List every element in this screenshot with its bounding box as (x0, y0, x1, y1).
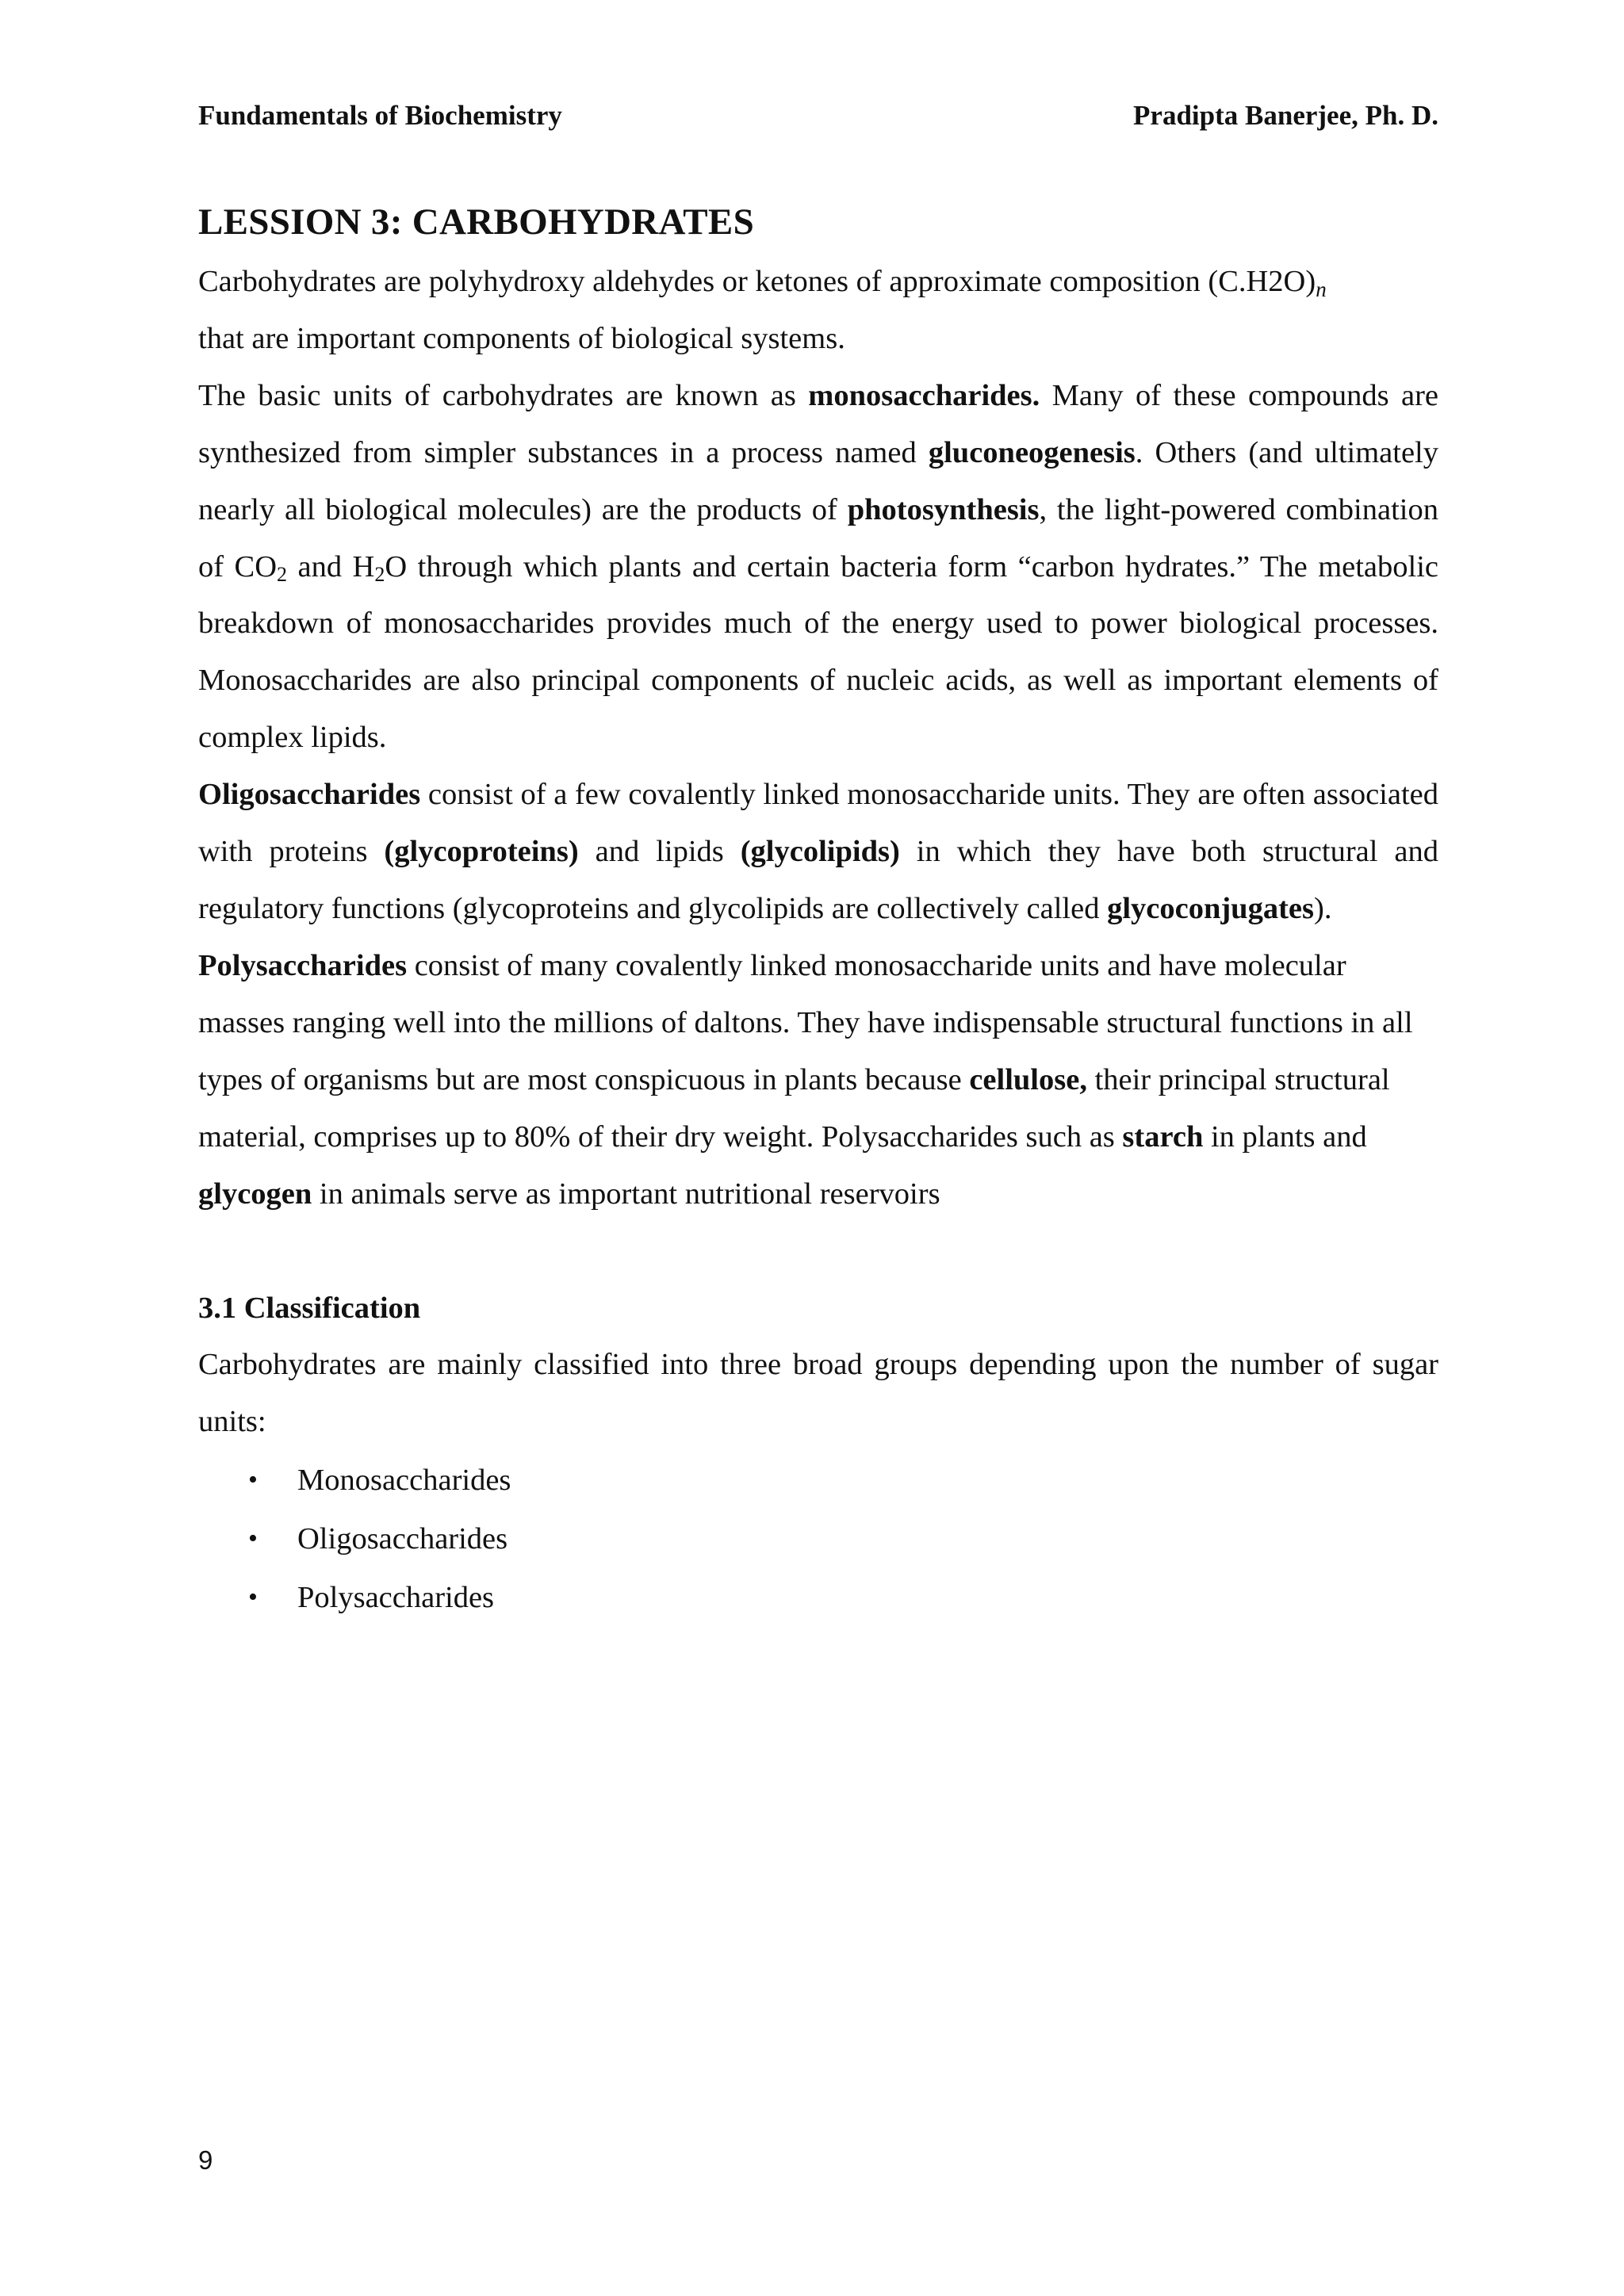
text-run: . Others (and ultimately nearly all biological molecules) are the products of (198, 435, 1438, 526)
header-book-title: Fundamentals of Biochemistry (198, 100, 562, 131)
term-glycoproteins: (glycoproteins) (384, 835, 579, 869)
intro-subscript: n (1316, 277, 1327, 301)
h2o-subscript: 2 (374, 562, 385, 586)
text-run: ). (1314, 891, 1332, 925)
polysaccharides-paragraph (198, 938, 1438, 1223)
list-item (198, 1568, 1438, 1627)
bullet-icon: • (248, 1465, 258, 1495)
term-glycoconjugates: glycoconjugates (1107, 891, 1314, 925)
classification-list (198, 1451, 1438, 1627)
header-author: Pradipta Banerjee, Ph. D. (1133, 100, 1438, 131)
bullet-icon: • (248, 1524, 258, 1554)
text-run: in animals serve as important nutritional reservoirs (312, 1177, 940, 1211)
list-item-label: Polysaccharides (297, 1581, 495, 1615)
list-item-label: Monosaccharides (297, 1464, 511, 1498)
monosaccharides-paragraph (198, 368, 1438, 767)
text-run: their principal structural material, comprises up to 80% of their dry weight. Polysaccharides such as (198, 1062, 1390, 1154)
co2-subscript: 2 (277, 562, 288, 586)
bullet-icon: • (248, 1582, 258, 1613)
term-glycogen: glycogen (198, 1177, 312, 1211)
text-run: Many of these compounds are synthesized from simpler substances in a process named (198, 378, 1439, 469)
intro-paragraph (198, 254, 1438, 368)
lesson-title: LESSION 3: CARBOHYDRATES (198, 201, 755, 243)
text-run: consist of many covalently linked monosaccharide units and have molecular masses ranging well into the millions of daltons. They have indispensable structural functions in all types of organisms but are most conspicuous in plants because (198, 948, 1413, 1096)
section-heading-classification: 3.1 Classification (198, 1292, 421, 1326)
term-oligosaccharides: Oligosaccharides (198, 778, 421, 812)
intro-text-end: that are important components of biological systems. (198, 321, 845, 355)
text-run: and H (287, 549, 375, 584)
classification-intro: Carbohydrates are mainly classified into three broad groups depending upon the number of sugar units: (198, 1348, 1438, 1439)
term-photosynthesis: photosynthesis (847, 492, 1040, 526)
text-run: O through which plants and certain bacteria form “carbon hydrates.” The metabolic breakdown of monosaccharides provides much of the energy used to power biological processes. Monosaccharides are also principal components of nucleic acids, as well as important elements of complex lipids. (198, 549, 1438, 755)
oligosaccharides-paragraph (198, 767, 1438, 938)
list-item (198, 1510, 1438, 1568)
term-cellulose: cellulose, (969, 1062, 1087, 1096)
text-run: in plants and (1203, 1119, 1367, 1154)
list-item-label: Oligosaccharides (297, 1522, 508, 1556)
term-gluconeogenesis: gluconeogenesis (928, 435, 1136, 469)
list-item (198, 1451, 1438, 1510)
page-number: 9 (198, 2145, 213, 2175)
running-header (198, 95, 1438, 136)
section-spacer (198, 1223, 1438, 1280)
intro-text: Carbohydrates are polyhydroxy aldehydes or ketones of approximate composition (C.H2O) (198, 265, 1316, 298)
term-monosaccharides: monosaccharides. (808, 378, 1040, 412)
page-content (198, 190, 1438, 1627)
term-glycolipids: (glycolipids) (740, 835, 900, 869)
text-run: in which they have both structural and regulatory functions (glycoproteins and glycolipids are collectively called (198, 835, 1439, 925)
text-run: consist of a few covalently linked monosaccharide units. They are often associated with proteins (198, 778, 1438, 869)
term-polysaccharides: Polysaccharides (198, 948, 408, 982)
text-run: The basic units of carbohydrates are known as (198, 378, 809, 412)
text-run: and lipids (578, 835, 741, 869)
term-starch: starch (1122, 1119, 1204, 1154)
text-run: , the light-powered combination of CO (198, 492, 1438, 584)
